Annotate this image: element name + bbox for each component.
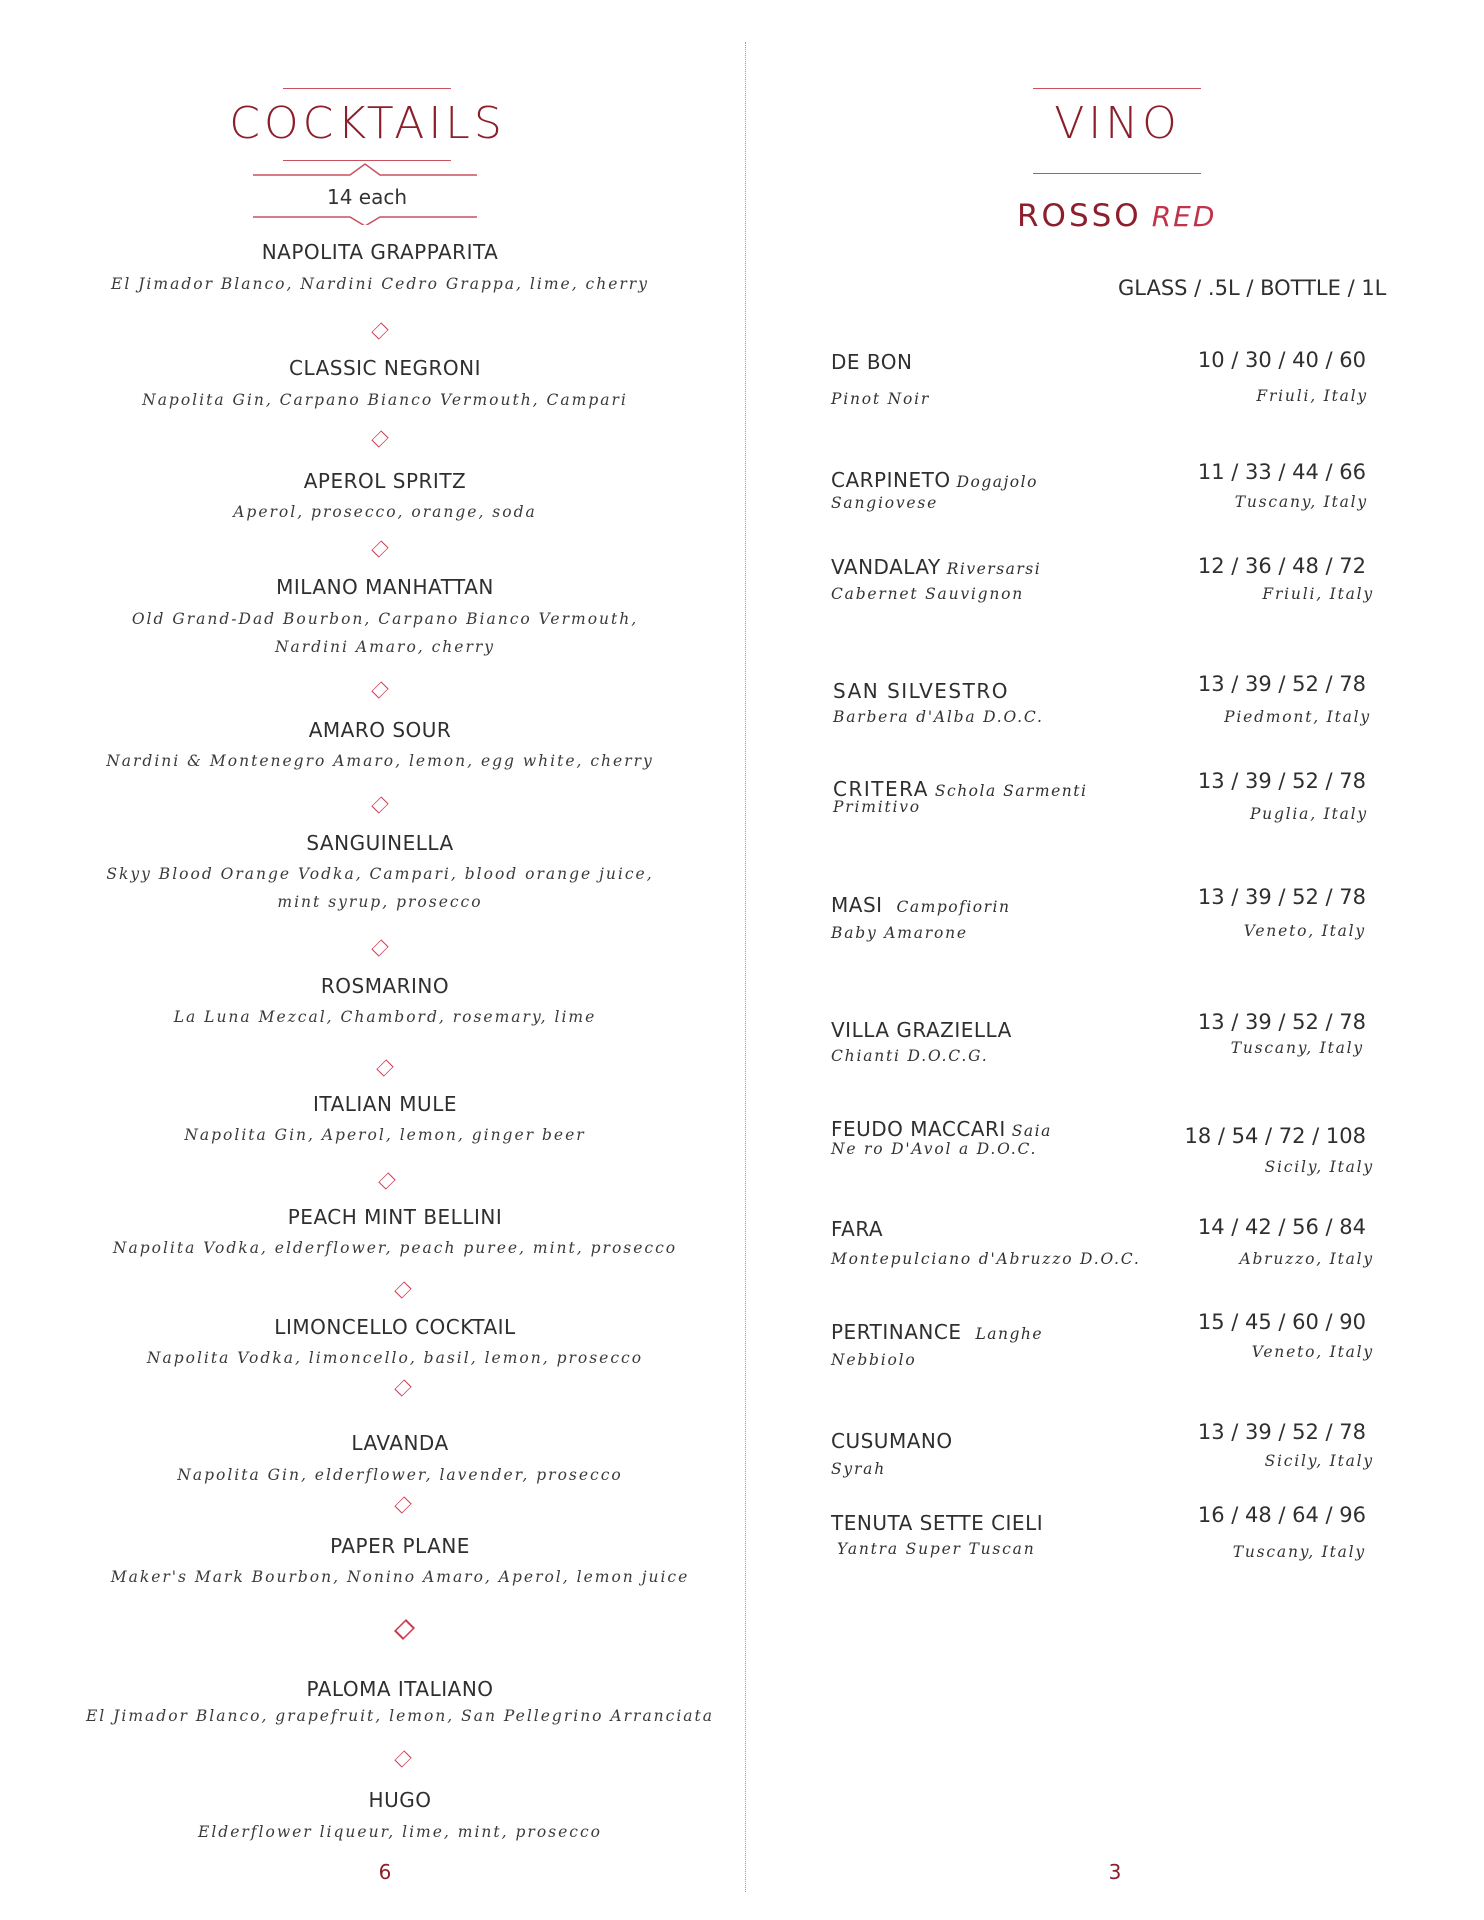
wine-price: 13 / 39 / 52 / 78 (1197, 672, 1366, 696)
wine-name (831, 350, 912, 374)
page-divider (745, 42, 746, 1892)
wine-region: Tuscany, Italy (1230, 1039, 1364, 1057)
cocktail-name: CLASSIC NEGRONI (289, 356, 481, 380)
wine-name-text: FEUDO MACCARI (831, 1117, 1006, 1141)
diamond-separator-icon (394, 1619, 415, 1640)
wine-name-text: CRITERA (833, 777, 929, 801)
wine-varietal: Primitivo (833, 798, 921, 816)
wine-name (831, 1429, 953, 1453)
wine-name-text: CARPINETO (831, 468, 951, 492)
cocktail-name: LIMONCELLO COCKTAIL (274, 1315, 516, 1339)
cocktail-description: mint syrup, prosecco (277, 893, 483, 911)
cocktail-name: SANGUINELLA (306, 831, 454, 855)
wine-varietal: Montepulciano d'Abruzzo D.O.C. (831, 1250, 1141, 1268)
cocktail-name: AMARO SOUR (308, 718, 452, 742)
wine-region: Sicily, Italy (1264, 1158, 1374, 1176)
page-number-left: 6 (378, 1860, 392, 1884)
wine-region: Friuli, Italy (1256, 387, 1368, 405)
cocktail-description: Nardini Amaro, cherry (274, 638, 496, 656)
wine-name-italic: Riversarsi (946, 560, 1042, 578)
wine-name-italic: Campofiorin (896, 898, 1011, 916)
wine-name-text: PERTINANCE (831, 1320, 962, 1344)
wine-varietal: Chianti D.O.C.G. (831, 1047, 989, 1065)
wine-varietal: Pinot Noir (831, 390, 931, 408)
cocktail-description: Skyy Blood Orange Vodka, Campari, blood orange juice, (106, 865, 654, 883)
vino-bottom-rule (1033, 173, 1201, 174)
cocktail-description: Aperol, prosecco, orange, soda (233, 503, 537, 521)
diamond-separator-icon (394, 1496, 411, 1513)
wine-name-italic: Langhe (975, 1325, 1044, 1343)
cocktails-price-note: 14 each (326, 185, 408, 209)
wine-name (831, 893, 1010, 917)
cocktail-name: ITALIAN MULE (313, 1092, 457, 1116)
cocktail-name: APEROL SPRITZ (303, 469, 467, 493)
diamond-separator-icon (371, 430, 388, 447)
cocktails-title: COCKTAILS (229, 98, 506, 149)
wine-price: 12 / 36 / 48 / 72 (1197, 554, 1366, 578)
wine-region: Sicily, Italy (1264, 1452, 1374, 1470)
cocktail-description: Nardini & Montenegro Amaro, lemon, egg white, cherry (106, 752, 654, 770)
wine-price: 18 / 54 / 72 / 108 (1184, 1124, 1366, 1148)
diamond-separator-icon (371, 322, 388, 339)
wine-varietal: Ne ro D'Avol a D.O.C. (831, 1140, 1038, 1158)
wine-varietal: Cabernet Sauvignon (831, 585, 1025, 603)
diamond-separator-icon (376, 1059, 393, 1076)
cocktail-description: Napolita Gin, Carpano Bianco Vermouth, Campari (142, 391, 628, 409)
cocktail-name: PAPER PLANE (330, 1534, 470, 1558)
section-heading (1017, 198, 1216, 234)
diamond-separator-icon (371, 939, 388, 956)
cocktails-top-rule (283, 88, 451, 89)
wine-name-text: SAN SILVESTRO (833, 679, 1009, 703)
wine-name-text: DE BON (831, 350, 913, 374)
wine-region: Veneto, Italy (1251, 1343, 1374, 1361)
cocktail-name: HUGO (368, 1788, 432, 1812)
wine-name (831, 1320, 1043, 1344)
wine-price: 14 / 42 / 56 / 84 (1197, 1215, 1366, 1239)
diamond-separator-icon (394, 1750, 411, 1767)
wine-name (831, 1018, 1012, 1042)
cocktail-name: NAPOLITA GRAPPARITA (261, 240, 499, 264)
diamond-separator-icon (371, 796, 388, 813)
wine-varietal: Baby Amarone (831, 924, 968, 942)
wine-name (831, 1117, 1052, 1141)
diamond-separator-icon (394, 1281, 411, 1298)
cocktail-name: MILANO MANHATTAN (276, 575, 494, 599)
wine-name (833, 679, 1009, 703)
section-rosso: ROSSO (1017, 198, 1142, 234)
wine-region: Friuli, Italy (1262, 585, 1374, 603)
diamond-separator-icon (378, 1172, 395, 1189)
cocktail-description: La Luna Mezcal, Chambord, rosemary, lime (173, 1008, 597, 1026)
wine-price: 13 / 39 / 52 / 78 (1197, 1420, 1366, 1444)
cocktail-name: ROSMARINO (320, 974, 450, 998)
wine-region: Piedmont, Italy (1224, 708, 1371, 726)
wine-region: Puglia, Italy (1249, 805, 1368, 823)
section-red: RED (1151, 200, 1217, 233)
wine-name-italic: Schola Sarmenti (934, 782, 1088, 800)
wine-price: 16 / 48 / 64 / 96 (1197, 1503, 1366, 1527)
wine-varietal: Barbera d'Alba D.O.C. (833, 708, 1044, 726)
wine-name-italic: Dogajolo (956, 473, 1038, 491)
wine-name-text: FARA (831, 1217, 884, 1241)
wine-name-text: MASI (831, 893, 883, 917)
wine-name (831, 555, 1041, 579)
wine-region: Tuscany, Italy (1232, 1543, 1366, 1561)
cocktail-description: Napolita Vodka, limoncello, basil, lemon, prosecco (146, 1349, 644, 1367)
diamond-separator-icon (394, 1379, 411, 1396)
wine-varietal: Yantra Super Tuscan (837, 1540, 1036, 1558)
price-column-header: GLASS / .5L / BOTTLE / 1L (1118, 276, 1387, 300)
wine-varietal: Syrah (831, 1460, 887, 1478)
vino-title: VINO (1054, 98, 1181, 149)
cocktail-description: Old Grand-Dad Bourbon, Carpano Bianco Vermouth, (131, 610, 639, 628)
cocktail-description: Elderflower liqueur, lime, mint, prosecco (198, 1823, 602, 1841)
diamond-separator-icon (371, 540, 388, 557)
wine-price: 15 / 45 / 60 / 90 (1197, 1310, 1366, 1334)
cocktail-description: El Jimador Blanco, Nardini Cedro Grappa, lime, cherry (111, 275, 649, 293)
wine-price: 13 / 39 / 52 / 78 (1197, 885, 1366, 909)
wine-name (831, 1217, 883, 1241)
wine-name-text: VILLA GRAZIELLA (831, 1018, 1012, 1042)
cocktail-name: PEACH MINT BELLINI (287, 1205, 503, 1229)
wine-name (831, 1511, 1043, 1535)
wine-varietal: Nebbiolo (831, 1351, 917, 1369)
page-number-right: 3 (1108, 1860, 1122, 1884)
wine-name-text: CUSUMANO (831, 1429, 953, 1453)
cocktail-description: Napolita Gin, Aperol, lemon, ginger beer (184, 1126, 586, 1144)
wine-price: 13 / 39 / 52 / 78 (1197, 769, 1366, 793)
diamond-separator-icon (371, 681, 388, 698)
cocktail-name: LAVANDA (351, 1431, 449, 1455)
cocktail-description: Napolita Vodka, elderflower, peach puree, mint, prosecco (112, 1239, 678, 1257)
cocktail-description: El Jimador Blanco, grapefruit, lemon, San Pellegrino Arranciata (85, 1707, 715, 1725)
wine-price: 10 / 30 / 40 / 60 (1197, 348, 1366, 372)
vino-top-rule (1033, 88, 1201, 89)
wine-region: Veneto, Italy (1243, 922, 1366, 940)
wine-name-text: TENUTA SETTE CIELI (831, 1511, 1044, 1535)
wine-name (831, 468, 1038, 492)
cocktail-description: Maker's Mark Bourbon, Nonino Amaro, Aperol, lemon juice (110, 1568, 690, 1586)
wine-price: 13 / 39 / 52 / 78 (1197, 1010, 1366, 1034)
wine-name-text: VANDALAY (831, 555, 941, 579)
cocktail-description: Napolita Gin, elderflower, lavender, prosecco (177, 1466, 623, 1484)
wine-varietal: Sangiovese (831, 494, 939, 512)
wine-region: Abruzzo, Italy (1239, 1250, 1374, 1268)
cocktail-name: PALOMA ITALIANO (306, 1677, 494, 1701)
wine-name-italic: Saia (1011, 1122, 1052, 1140)
wine-price: 11 / 33 / 44 / 66 (1197, 460, 1366, 484)
wine-region: Tuscany, Italy (1234, 493, 1368, 511)
